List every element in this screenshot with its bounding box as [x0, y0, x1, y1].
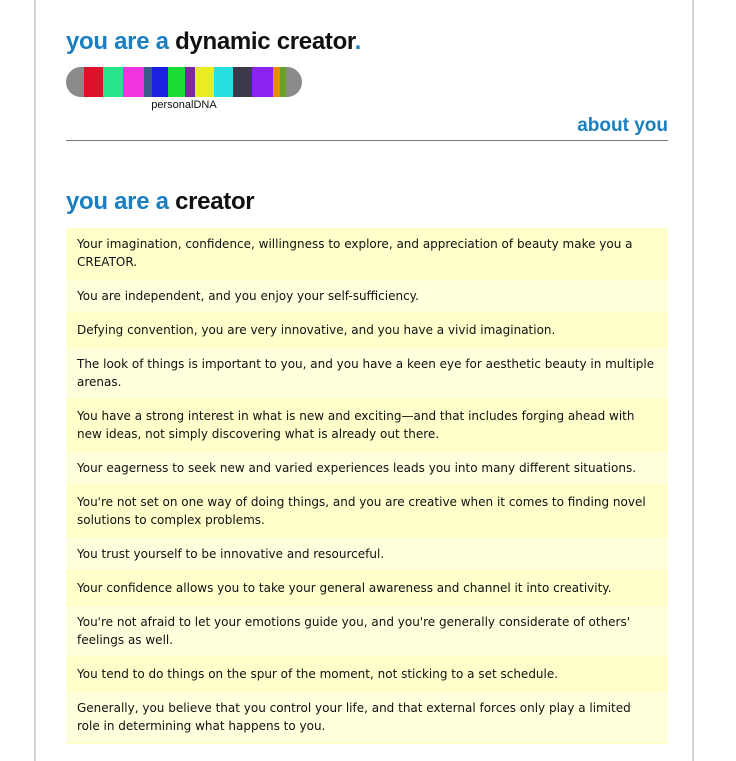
headline-prefix: you are a	[66, 28, 169, 55]
headline-period: .	[354, 28, 362, 55]
dna-color-segment	[195, 67, 214, 97]
trait-item: Your eagerness to seek new and varied experiences leads you into many different situations.	[66, 452, 668, 484]
dna-color-segment	[185, 67, 195, 97]
trait-item: You tend to do things on the spur of the moment, not sticking to a set schedule.	[66, 658, 668, 690]
trait-item: Defying convention, you are very innovative, and you have a vivid imagination.	[66, 314, 668, 346]
about-you-link[interactable]: about you	[577, 115, 668, 136]
dna-color-segment	[103, 67, 124, 97]
dna-color-segment	[84, 67, 103, 97]
trait-item: Your confidence allows you to take your general awareness and channel it into creativity.	[66, 572, 668, 604]
dna-color-segment	[233, 67, 252, 97]
personal-dna-bar[interactable]	[66, 67, 302, 97]
dna-color-segment	[214, 67, 233, 97]
trait-item: You are independent, and you enjoy your self-sufficiency.	[66, 280, 668, 312]
personal-dna-caption: personalDNA	[151, 99, 217, 111]
trait-item: Your imagination, confidence, willingness to explore, and appreciation of beauty make you a CREATOR.	[66, 228, 668, 278]
headline	[66, 28, 361, 56]
trait-item: The look of things is important to you, and you have a keen eye for aesthetic beauty in multiple arenas.	[66, 348, 668, 398]
dna-color-segment	[144, 67, 151, 97]
trait-item: You're not afraid to let your emotions guide you, and you're generally considerate of others' feelings as well.	[66, 606, 668, 656]
trait-item: You're not set on one way of doing things, and you are creative when it comes to finding novel solutions to complex problems.	[66, 486, 668, 536]
dna-color-segment	[123, 67, 144, 97]
dna-color-segment	[252, 67, 273, 97]
dna-color-segment	[168, 67, 185, 97]
dna-color-segment	[66, 67, 84, 97]
section-title-prefix: you are a	[66, 188, 169, 215]
trait-item: You have a strong interest in what is new and exciting—and that includes forging ahead with new ideas, not simply discovering what is already out there.	[66, 400, 668, 450]
trait-list	[66, 228, 668, 744]
header-divider	[66, 140, 668, 141]
headline-type-name: dynamic creator	[175, 28, 355, 55]
page-frame	[34, 0, 694, 761]
trait-item: You trust yourself to be innovative and resourceful.	[66, 538, 668, 570]
section-title-name: creator	[175, 188, 255, 215]
section-title	[66, 188, 254, 216]
trait-item: Generally, you believe that you control your life, and that external forces only play a limited role in determining what happens to you.	[66, 692, 668, 742]
dna-color-segment	[273, 67, 280, 97]
dna-color-segment	[152, 67, 169, 97]
dna-color-segment	[286, 67, 302, 97]
